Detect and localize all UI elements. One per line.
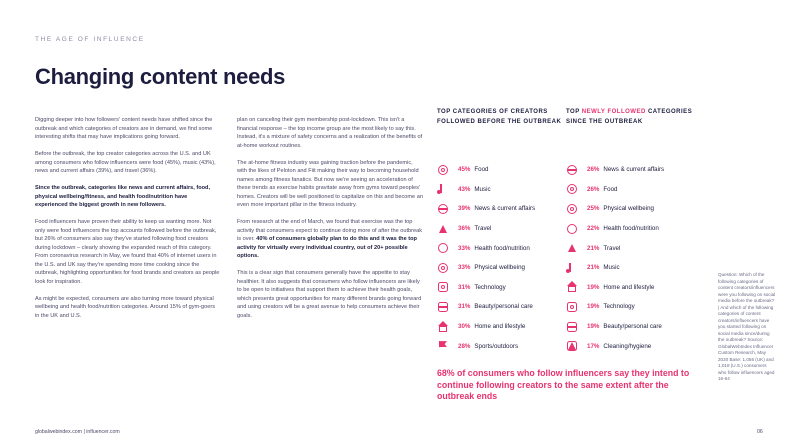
item-label: Physical wellbeing (603, 205, 654, 213)
list-items (437, 160, 567, 356)
item-percent: 31% (458, 303, 471, 311)
list-item (566, 317, 696, 337)
item-percent: 22% (587, 225, 600, 233)
item-label: Sports/outdoors (474, 342, 519, 350)
food-icon (437, 164, 449, 176)
list-item (566, 297, 696, 317)
technology-icon (437, 281, 449, 293)
list-item (566, 336, 696, 356)
item-label: Travel (474, 225, 492, 233)
home-icon (437, 321, 449, 333)
paragraph (237, 218, 423, 261)
paragraph: Digging deeper into how followers' content needs have shifted since the outbreak and which categories of creators are in demand, we find some interesting shifts that may have implications going forward. (35, 117, 213, 140)
nutrition-icon (437, 242, 449, 254)
item-label: Music (603, 264, 620, 272)
news-icon (437, 203, 449, 215)
body-column-2 (237, 116, 423, 329)
item-percent: 21% (587, 264, 600, 272)
list-heading (566, 108, 696, 160)
paragraph: The at-home fitness industry was gaining traction before the pandemic, with the likes of Peloton and Fiit making their way to becoming household names among fitness fanatics. But now we're seeing an acceleration of these trends as exercise habits gravitate away from gyms toward peoples' homes. Creators will be well positioned to capitalize on this and become an even more important pillar in the fitness industry. (237, 159, 423, 208)
item-label: News & current affairs (474, 205, 536, 213)
item-label: Music (474, 185, 491, 193)
item-percent: 43% (458, 185, 471, 193)
item-percent: 45% (458, 166, 471, 174)
item-percent: 19% (587, 283, 600, 291)
technology-icon (566, 301, 578, 313)
food-icon (566, 183, 578, 195)
paragraph-bold: 40% of consumers globally plan to do this and it was the top activity for virtually every individual country, out of 20+ possible options. (237, 236, 417, 259)
list-item (437, 238, 567, 258)
music-icon (437, 183, 449, 195)
item-percent: 36% (458, 225, 471, 233)
pull-quote: 68% of consumers who follow influencers say they intend to continue following creators to the same extent after the outbreak ends (437, 368, 690, 401)
since-outbreak-list (566, 108, 696, 356)
list-heading: TOP CATEGORIES OF CREATORS FOLLOWED BEFORE THE OUTBREAK (437, 109, 562, 125)
list-items (566, 160, 696, 356)
item-percent: 19% (587, 303, 600, 311)
item-label: Health food/nutrition (474, 244, 530, 252)
item-percent: 30% (458, 323, 471, 331)
list-item (437, 278, 567, 298)
news-icon (566, 164, 578, 176)
paragraph: This is a clear sign that consumers generally have the appetite to stay healthier. It also suggests that consumers who follow influencers are likely to be open to initiatives that support them to achieve their health goals, which presents great opportunities for many different brands going forward and using creators will be a great avenue to help consumers achieve their goals. (237, 270, 422, 319)
before-outbreak-list (437, 108, 567, 356)
section-eyebrow: THE AGE OF INFLUENCE (35, 36, 145, 43)
item-percent: 31% (458, 283, 471, 291)
list-item (437, 160, 567, 180)
list-item (566, 219, 696, 239)
item-label: Home and lifestyle (474, 323, 526, 331)
paragraph-highlight: Since the outbreak, categories like news and current affairs, food, physical wellbeing/fitness, and health food/nutrition have experienced the biggest growth in new followers. (35, 185, 211, 208)
paragraph: As might be expected, consumers are also turning more toward physical wellbeing and health food/nutrition categories. Around 15% of gym-goers in the UK and U.S. (35, 295, 216, 319)
item-percent: 19% (587, 323, 600, 331)
list-item (566, 258, 696, 278)
item-label: Physical wellbeing (474, 264, 525, 272)
item-percent: 33% (458, 244, 471, 252)
heading-pre: TOP (566, 109, 582, 115)
item-label: Cleaning/hygiene (603, 342, 652, 350)
paragraph: plan on canceling their gym membership post-lockdown. This isn't a financial response – the top income group are the most likely to say this. Instead, it's a mixture of safety concerns and a realization of the benefits of at-home workout routines. (237, 117, 423, 149)
music-icon (566, 262, 578, 274)
sports-icon (437, 340, 449, 352)
item-label: Health food/nutrition (603, 225, 659, 233)
nutrition-icon (566, 223, 578, 235)
item-percent: 25% (587, 205, 600, 213)
item-label: Travel (603, 244, 621, 252)
list-item (566, 180, 696, 200)
item-label: Food (603, 185, 618, 193)
body-column-1 (35, 116, 220, 329)
item-percent: 17% (587, 342, 600, 350)
list-item (437, 317, 567, 337)
item-label: Food (474, 166, 489, 174)
page-number: 06 (757, 429, 763, 435)
list-item (566, 199, 696, 219)
travel-icon (437, 223, 449, 235)
travel-icon (566, 242, 578, 254)
item-percent: 26% (587, 166, 600, 174)
list-item (437, 219, 567, 239)
item-percent: 39% (458, 205, 471, 213)
paragraph: Before the outbreak, the top creator categories across the U.S. and UK among consumers who follow influencers were food (45%), music (43%), news and current affairs (39%), and travel (36%). (35, 151, 216, 174)
list-item (437, 199, 567, 219)
wellbeing-icon (437, 262, 449, 274)
item-label: Technology (603, 303, 635, 311)
item-label: Beauty/personal care (603, 323, 662, 331)
home-icon (566, 281, 578, 293)
list-item (566, 278, 696, 298)
item-label: Home and lifestyle (603, 283, 655, 291)
beauty-icon (437, 301, 449, 313)
paragraph-lead: From research at the end of March, we found that exercise was the top activity that consumers expect to continue doing more of after the outbreak is over. (237, 219, 423, 242)
footer-links[interactable]: globalwebindex.com | influencer.com (35, 429, 120, 435)
item-percent: 21% (587, 244, 600, 252)
wellbeing-icon (566, 203, 578, 215)
list-item (566, 160, 696, 180)
list-item (437, 336, 567, 356)
heading-accent: NEWLY FOLLOWED (581, 109, 646, 115)
list-item (566, 238, 696, 258)
item-percent: 33% (458, 264, 471, 272)
source-note: Question: Which of the following categories of content creators/influencers were you following on social media before the outbreak? | And which of the following categories of content creators/influencers have you started following on social media since/during the outbreak? Source: GlobalWebIndex Influencer Custom Research, May 2020 Base: 1,056 (UK) and 1,018 (U.S.) consumers who follow influencers aged 16-64 (718, 272, 776, 381)
list-item (437, 297, 567, 317)
item-label: Technology (474, 283, 506, 291)
item-percent: 28% (458, 342, 471, 350)
paragraph: Food influencers have proven their ability to keep us wanting more. Not only were food influencers the top accounts followed before the outbreak, but 26% of consumers also say they've started following food creators during lockdown – clearly showing the expanded reach of this category. From coronavirus research in May, we found that 40% of internet users in the U.S. and UK say they're spending more time cooking since the outbreak, highlighting opportunities for food brands and creators as people look for inspiration. (35, 219, 220, 285)
list-item (437, 258, 567, 278)
item-percent: 26% (587, 185, 600, 193)
page-title: Changing content needs (35, 64, 286, 89)
beauty-icon (566, 321, 578, 333)
heading-post: CATEGORIES SINCE THE OUTBREAK (566, 109, 693, 125)
list-item (437, 180, 567, 200)
item-label: News & current affairs (603, 166, 665, 174)
cleaning-icon (566, 340, 578, 352)
item-label: Beauty/personal care (474, 303, 533, 311)
